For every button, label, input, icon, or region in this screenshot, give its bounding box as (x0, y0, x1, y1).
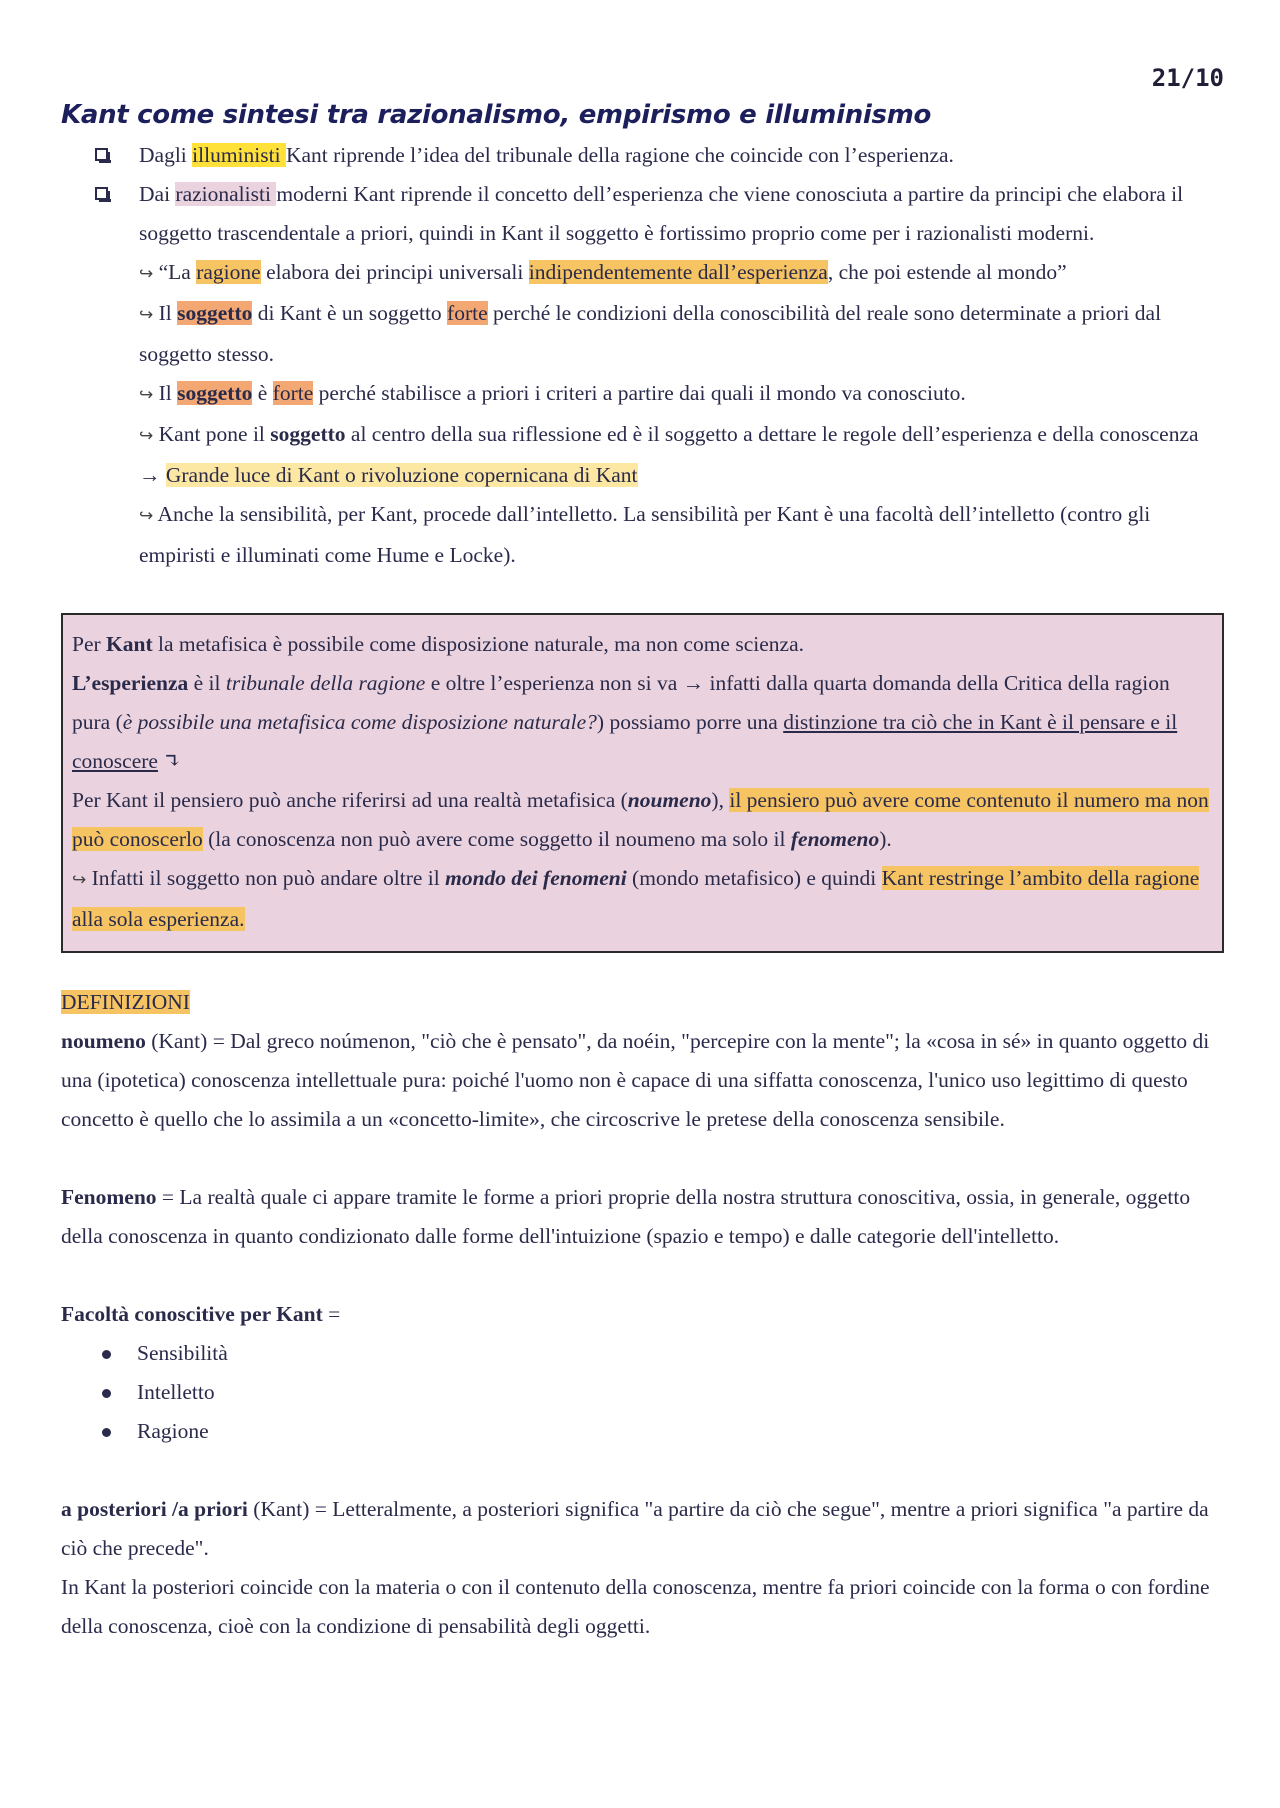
box-line: ↪ Infatti il soggetto non può andare oltre il mondo dei fenomeni (mondo metafisico) e quindi Kant restringe l’ambito della ragione alla sola esperienza. (72, 866, 1200, 931)
arrow-right-icon: → (682, 671, 705, 695)
hook-arrow-icon: ↪ (139, 385, 154, 405)
checkbox-icon (95, 148, 108, 161)
list-item: Intelletto (102, 1373, 1224, 1412)
highlight: illuministi (192, 143, 286, 167)
highlight: razionalisti (175, 182, 277, 206)
box-line: Per Kant la metafisica è possibile come disposizione naturale, ma non come scienza. (72, 632, 804, 656)
sub-point: ↪ Il soggetto di Kant è un soggetto forte perché le condizioni della conoscibilità del reale sono determinate a priori dal soggetto stesso. (139, 301, 1162, 366)
page-date: 21/10 (1151, 64, 1224, 92)
hook-arrow-icon: ↪ (139, 264, 154, 284)
sub-point: ↪ Anche la sensibilità, per Kant, procede dall’intelletto. La sensibilità per Kant è una facoltà dell’intelletto (contro gli empiristi e illuminati come Hume e Locke). (139, 502, 1151, 567)
box-line: L’esperienza è il tribunale della ragione e oltre l’esperienza non si va → infatti dalla quarta domanda della Critica della ragion pura (è possibile una metafisica come disposizione naturale?) possiamo porre una distinzione tra ciò che in Kant è il pensare e il conoscere ↴ (72, 671, 1178, 773)
checkbox-list (91, 136, 1224, 253)
definition-fenomeno: Fenomeno = La realtà quale ci appare tramite le forme a priori proprie della nostra struttura conoscitiva, ossia, in generale, oggetto della conoscenza in quanto condizionato dalle forme dell'intuizione (spazio e tempo) e dalle categorie dell'intelletto. (61, 1185, 1191, 1248)
turn-down-arrow-icon: ↴ (157, 749, 182, 773)
sub-point: ↪ Kant pone il soggetto al centro della sua riflessione ed è il soggetto a dettare le regole dell’esperienza e della conoscenza → Grande luce di Kant o rivoluzione copernicana di Kant (139, 422, 1199, 487)
list-item: Dagli illuministi Kant riprende l’idea del tribunale della ragione che coincide con l’esperienza. (91, 136, 1224, 175)
page-title: Kant come sintesi tra razionalismo, empirismo e illuminismo (61, 100, 932, 130)
hook-arrow-icon: ↪ (139, 426, 154, 446)
definition-facolta: Facoltà conoscitive per Kant = (61, 1302, 341, 1326)
list-item: Ragione (102, 1412, 1224, 1451)
definitions-section (61, 983, 1224, 1646)
sub-point: ↪ Il soggetto è forte perché stabilisce a priori i criteri a partire dai quali il mondo va conosciuto. (139, 381, 966, 405)
hook-arrow-icon: ↪ (139, 506, 154, 526)
hook-arrow-icon: ↪ (139, 305, 154, 325)
document-page (61, 60, 1224, 1646)
list-item: Sensibilità (102, 1334, 1224, 1373)
box-line: Per Kant il pensiero può anche riferirsi ad una realtà metafisica (noumeno), il pensiero può avere come contenuto il numero ma non può conoscerlo (la conoscenza non può avere come soggetto il noumeno ma solo il fenomeno). (72, 788, 1209, 851)
definition-apriori: a posteriori /a priori (Kant) = Letteralmente, a posteriori significa "a partire da ciò che segue", mentre a priori significa "a partire da ciò che precede". (61, 1497, 1209, 1560)
summary-box (61, 613, 1224, 953)
facolta-list (102, 1334, 1224, 1451)
checkbox-icon (95, 187, 108, 200)
sub-points (61, 253, 1224, 575)
hook-arrow-icon: ↪ (72, 870, 87, 890)
definition-noumeno: noumeno (Kant) = Dal greco noúmenon, "ciò che è pensato", da noéin, "percepire con la mente"; la «cosa in sé» in quanto oggetto di una (ipotetica) conoscenza intellettuale pura: poiché l'uomo non è capace di una siffatta conoscenza, l'unico uso legittimo di questo concetto è quello che lo assimila a un «concetto-limite», che circoscrive le pretese della conoscenza sensibile. (61, 1029, 1210, 1131)
definitions-heading: DEFINIZIONI (61, 990, 190, 1014)
sub-point: ↪ “La ragione elabora dei principi universali indipendentemente dall’esperienza, che poi estende al mondo” (139, 260, 1067, 284)
definition-apriori-detail: In Kant la posteriori coincide con la materia o con il contenuto della conoscenza, mentre fa priori coincide con la forma o con fordine della conoscenza, cioè con la condizione di pensabilità degli oggetti. (61, 1575, 1210, 1638)
list-item: Dai razionalisti moderni Kant riprende il concetto dell’esperienza che viene conosciuta a partire da principi che elabora il soggetto trascendentale a priori, quindi in Kant il soggetto è fortissimo proprio come per i razionalisti moderni. (91, 175, 1224, 253)
